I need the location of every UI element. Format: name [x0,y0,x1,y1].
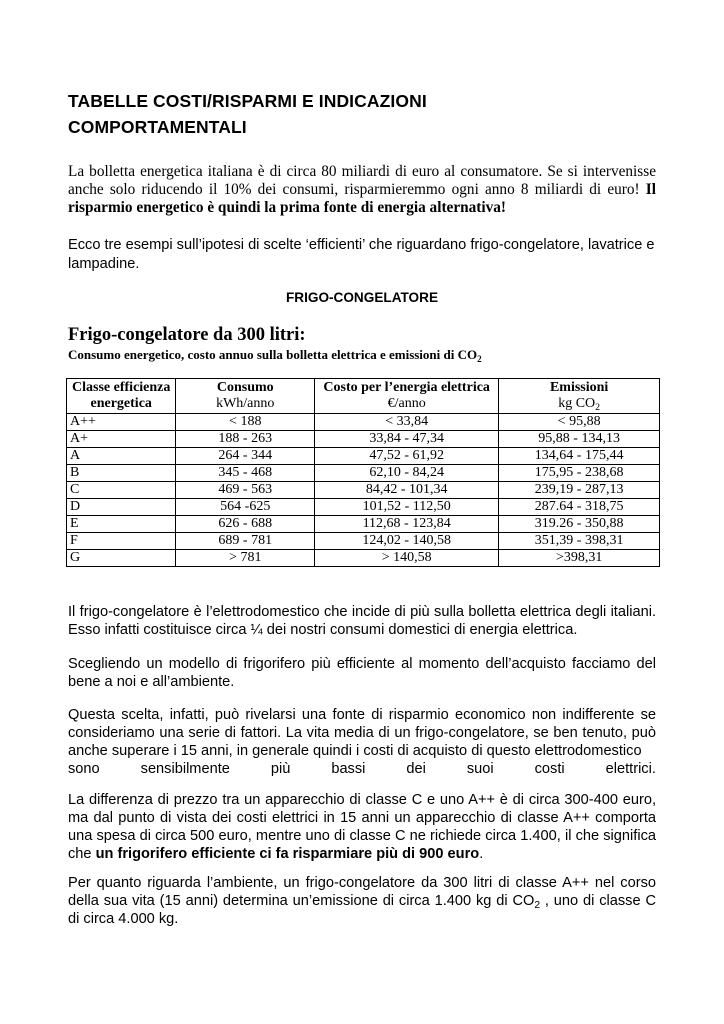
cell-emissioni: 351,39 - 398,31 [499,533,660,550]
cell-consumo: 564 -625 [176,499,315,516]
table-title: Frigo-congelatore da 300 litri: [68,325,306,345]
cell-costo: > 140,58 [315,550,499,567]
paragraph-savings-word: bassi [331,761,366,777]
header-consumo-unit: kWh/anno [216,396,275,411]
cell-emissioni: 134,64 - 175,44 [499,448,660,465]
cell-classe: A+ [67,431,176,448]
cell-classe: B [67,465,176,482]
cell-emissioni: 287.64 - 318,75 [499,499,660,516]
table-row [67,465,660,482]
energy-class-table [66,378,660,567]
cell-costo: 62,10 - 84,24 [315,465,499,482]
table-row [67,499,660,516]
table-description-text: Consumo energetico, costo annuo sulla bolletta elettrica e emissioni di CO [68,347,478,362]
table-row [67,448,660,465]
paragraph-savings-word: dei [406,761,426,777]
cell-costo: 47,52 - 61,92 [315,448,499,465]
cell-consumo: 469 - 563 [176,482,315,499]
paragraph-price-text: La differenza di prezzo tra un apparecchio di classe C e uno A++ è di circa 300-400 euro, ma dal punto di vista dei costi elettrici in 15 anni un apparecchio di classe A++ comporta una spesa di circa 500 euro, mentre uno di classe C ne richiede circa 1.400, il che significa che [68,792,656,862]
header-costo [315,379,499,414]
intro-text: La bolletta energetica italiana è di circa 80 miliardi di euro al consumatore. Se si intervenisse anche solo riducendo il 10% dei consumi, risparmieremmo ogni anno 8 miliardi di euro! [68,163,656,198]
paragraph-price-difference [68,791,656,863]
paragraph-price-end: . [479,846,484,862]
cell-consumo: 626 - 688 [176,516,315,533]
cell-classe: E [67,516,176,533]
paragraph-savings-word: più [270,761,291,777]
paragraph-savings-word: elettrici. [605,761,656,777]
table-row [67,414,660,431]
table-description [68,347,482,363]
cell-consumo: 345 - 468 [176,465,315,482]
cell-emissioni: < 95,88 [499,414,660,431]
header-emissioni [499,379,660,414]
table-description-subscript: 2 [477,354,482,364]
cell-costo: 33,84 - 47,34 [315,431,499,448]
paragraph-choice: Scegliendo un modello di frigorifero più efficiente al momento dell’acquisto facciamo del bene a noi e all’ambiente. [68,656,656,690]
cell-consumo: 689 - 781 [176,533,315,550]
paragraph-savings [68,706,656,778]
header-classe-label-2: energetica [90,396,152,411]
cell-emissioni: 175,95 - 238,68 [499,465,660,482]
header-costo-label: Costo per l’energia elettrica [323,380,490,395]
cell-emissioni: 95,88 - 134,13 [499,431,660,448]
cell-consumo: 264 - 344 [176,448,315,465]
paragraph-environment-text-1: Per quanto riguarda l’ambiente, un frigo-congelatore da 300 litri di classe A++ nel corso della sua vita (15 anni) determina un’emissione di circa 1.400 kg di CO [68,875,656,909]
cell-classe: A [67,448,176,465]
paragraph-environment [68,874,656,928]
header-classe [67,379,176,414]
paragraph-environment-text-2: , uno di classe C di circa 4.000 kg. [68,893,656,927]
cell-classe: F [67,533,176,550]
paragraph-savings-word: sensibilmente [140,761,230,777]
examples-paragraph: Ecco tre esempi sull’ipotesi di scelte ‘efficienti’ che riguardano frigo-congelatore, lavatrice e lampadine. [68,237,655,272]
paragraph-savings-last-line [68,760,656,778]
table-row [67,482,660,499]
cell-classe: G [67,550,176,567]
paragraph-savings-word: suoi [466,761,494,777]
intro-bold-text: Il risparmio energetico è quindi la prima fonte di energia alternativa! [68,181,656,216]
cell-costo: 124,02 - 140,58 [315,533,499,550]
cell-emissioni: >398,31 [499,550,660,567]
header-consumo-label: Consumo [216,380,274,395]
paragraph-savings-word: costi [534,761,565,777]
cell-costo: 101,52 - 112,50 [315,499,499,516]
header-emissioni-unit-subscript: 2 [595,402,601,413]
header-consumo [176,379,315,414]
paragraph-environment-subscript: 2 [534,900,541,911]
paragraph-price-bold: un frigorifero efficiente ci fa risparmiare più di 900 euro [95,846,480,862]
cell-costo: 84,42 - 101,34 [315,482,499,499]
header-costo-unit: €/anno [387,396,426,411]
page-title-line-1: TABELLE COSTI/RISPARMI E INDICAZIONI [68,91,427,111]
cell-classe: C [67,482,176,499]
paragraph-savings-text: Questa scelta, infatti, può rivelarsi una fonte di risparmio economico non indifferente se consideriamo una serie di fattori. La vita media di un frigo-congelatore, se ben tenuto, può anche superare i 15 anni, in generale quindi i costi di acquisto di questo elettrodomestico [68,707,656,759]
intro-paragraph [68,163,656,217]
paragraph-frigo-impact: Il frigo-congelatore è l’elettrodomestico che incide di più sulla bolletta elettrica degli italiani. Esso infatti costituisce circa ¼ dei nostri consumi domestici di energia elettrica. [68,604,656,638]
cell-classe: D [67,499,176,516]
header-classe-label: Classe efficienza [72,380,171,395]
cell-classe: A++ [67,414,176,431]
cell-costo: < 33,84 [315,414,499,431]
cell-consumo: < 188 [176,414,315,431]
cell-emissioni: 319.26 - 350,88 [499,516,660,533]
cell-costo: 112,68 - 123,84 [315,516,499,533]
header-emissioni-label: Emissioni [549,380,609,395]
table-row [67,516,660,533]
header-emissioni-unit: kg CO [558,396,596,411]
paragraph-savings-word: sono [68,761,100,777]
page-title-line-2: COMPORTAMENTALI [68,117,247,137]
table-row [67,431,660,448]
page-title [68,88,668,140]
table-header-row [67,379,660,414]
section-heading: FRIGO-CONGELATORE [285,290,439,305]
cell-emissioni: 239,19 - 287,13 [499,482,660,499]
cell-consumo: 188 - 263 [176,431,315,448]
table-row [67,533,660,550]
table-row [67,550,660,567]
cell-consumo: > 781 [176,550,315,567]
